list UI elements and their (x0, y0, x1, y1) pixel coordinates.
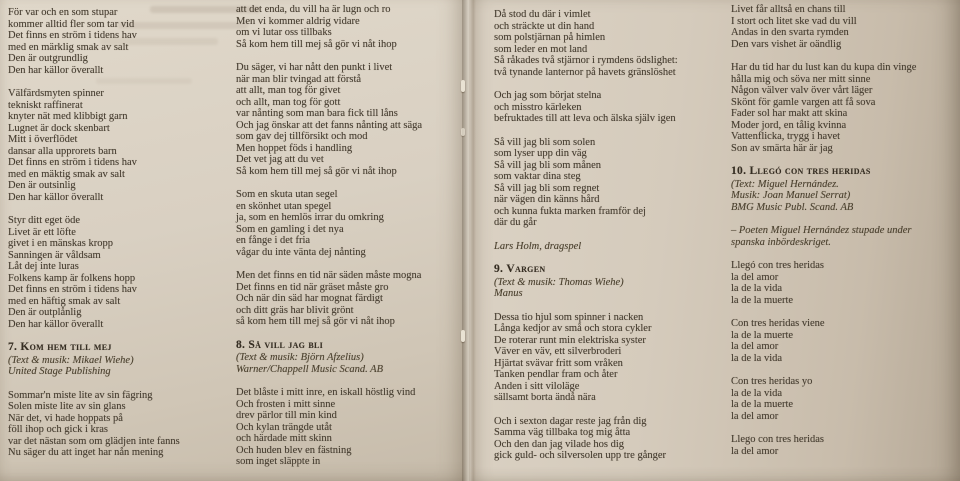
lyric-line: när man blir tvingad att förstå (236, 73, 362, 85)
lyric-stanza (494, 90, 726, 125)
lyric-line: om vi lutar oss tillbaks (236, 27, 332, 38)
lyric-line: hålla mig och söva ner mitt sinne (731, 73, 871, 85)
lyric-line: la de la muerte (731, 399, 794, 410)
song-number: 9. (494, 263, 507, 275)
lyric-line: När det, vi hade hoppats på (8, 412, 123, 424)
lyric-line: la de la vida (731, 352, 783, 364)
lyric-line: som polstjärnan på himlen (494, 32, 606, 43)
lyric-stanza (236, 270, 464, 328)
song-number: 7. (8, 341, 21, 353)
lyric-line: med en märklig smak av salt (8, 41, 129, 53)
lyric-line: Sanningen är våldsam (8, 249, 101, 261)
lyric-line: och härdade mitt skinn (236, 433, 332, 444)
lyric-line: Hjärtat svävar fritt som vråken (494, 357, 623, 369)
credit-line: Manus (494, 288, 523, 299)
lyric-line: Den är outsinlig (8, 180, 76, 191)
lyric-stanza (494, 9, 726, 78)
song-heading (236, 340, 464, 352)
lyric-line: la del amor (731, 341, 779, 352)
lyric-line: Llego con tres heridas (731, 434, 825, 445)
song-heading (494, 264, 726, 276)
lyric-line: Någon välver valv över vårt läger (731, 85, 873, 96)
lyric-line: I stort och litet ske vad du vill (731, 15, 857, 27)
lyric-line: och kunna fukta marken framför dej (494, 205, 646, 217)
lyric-line: som lyser upp din väg (494, 148, 587, 159)
lyric-stanza (236, 387, 464, 468)
lyric-line: Men hoppet föds i handling (236, 142, 353, 154)
lyric-line: gick guld- och silversolen upp tre gånger (494, 450, 667, 461)
lyric-line: en fånge i det fria (236, 235, 311, 246)
credit-block (731, 179, 957, 214)
lyric-line: dansar alla upprorets barn (8, 145, 117, 157)
lyric-line: Det blåste i mitt inre, en iskall höstlig vind (236, 387, 416, 398)
lyric-line: Men det finns en tid när säden måste mogna (236, 270, 422, 281)
lyric-line: och allt, man tog för gott (236, 96, 341, 108)
lyric-line: Andas in den svarta rymden (731, 27, 849, 38)
lyric-line: Låt dej inte luras (8, 261, 79, 272)
lyrics-column-3 (494, 9, 726, 474)
lyrics-column-4 (731, 4, 957, 469)
lyric-line: så kom hem till mej så gör vi nåt ihop (236, 316, 395, 327)
credit-line: BMG Music Publ. Scand. AB (731, 201, 854, 213)
lyrics-column-2 (236, 4, 464, 480)
lyric-line: Och jag som börjat stelna (494, 90, 602, 101)
lyric-line: ja, som en hemlös irrar du omkring (236, 212, 384, 223)
lyric-stanza (8, 390, 234, 459)
lyric-line: som gav dej tillförsikt och mod (236, 131, 368, 142)
lyric-line: var det nästan som om glädjen inte fanns (8, 435, 180, 447)
lyric-line: och ditt gräs har blivit grönt (236, 304, 354, 316)
lyric-stanza (731, 4, 957, 50)
lyric-line: befruktades till att leva och älska själv igen (494, 113, 676, 124)
lyric-line: Folkens kamp är folkens hopp (8, 272, 136, 284)
lyric-line: Långa kedjor av små och stora cykler (494, 323, 652, 334)
lyric-stanza (731, 318, 957, 364)
lyric-stanza (236, 62, 464, 177)
lyric-stanza (731, 260, 957, 306)
lyric-line: som inget släppte in (236, 456, 321, 467)
lyric-line: la de la vida (731, 387, 783, 399)
lyric-line: Den har källor överallt (8, 191, 104, 203)
lyric-line: Dessa tio hjul som spinner i nacken (494, 311, 644, 323)
lyric-line: Skönt för gamle vargen att få sova (731, 96, 876, 108)
credit-line: – Poeten Miguel Hernández stupade under (731, 225, 912, 236)
lyric-line: Det finns en ström i tidens hav (8, 157, 137, 168)
credit-line: Musik: Joan Manuel Serrat) (731, 190, 851, 201)
lyric-line: Den har källor överallt (8, 318, 104, 330)
lyric-line: Livet är ett löfte (8, 226, 76, 238)
lyric-line: Tanken pendlar fram och åter (494, 369, 618, 380)
lyric-line: la del amor (731, 271, 779, 283)
lyric-line: som leder en mot land (494, 43, 588, 55)
lyric-line: Som en gamling i det nya (236, 223, 344, 235)
credit-line: (Text & musik: Björn Afzelius) (236, 352, 364, 363)
song-title: Vargen (506, 263, 546, 275)
lyric-line: Och frosten i mitt sinne (236, 398, 336, 410)
lyric-line: drev pärlor till min kind (236, 410, 337, 421)
song-number: 8. (236, 338, 249, 351)
lyric-stanza (731, 434, 957, 457)
lyric-line: Så vill jag bli som månen (494, 159, 602, 171)
lyric-line: med en mäktig smak av salt (8, 168, 125, 180)
lyric-line: Det finns en tid när gräset måste gro (236, 281, 389, 293)
credit-line: Lars Holm, dragspel (494, 240, 582, 252)
lyric-line: Och jag önskar att det fanns nånting att säga (236, 119, 423, 131)
credit-block (494, 241, 726, 253)
lyric-line: knyter nät med klibbigt garn (8, 111, 128, 122)
lyric-line: la del amor (731, 445, 779, 457)
song-number: 10. (731, 165, 750, 177)
credit-line: (Text: Miguel Hernández. (731, 178, 839, 190)
lyric-line: Den är outgrundlig (8, 53, 88, 64)
lyric-line: Så kom hem till mej så gör vi nåt ihop (236, 165, 397, 177)
lyric-line: Con tres heridas yo (731, 376, 813, 387)
lyric-line: Vattenflicka, trygg i havet (731, 131, 841, 142)
lyric-line: när vägen din känns hård (494, 194, 600, 205)
lyric-line: Och den dan jag vilade hos dig (494, 438, 625, 450)
lyric-line: la de la muerte (731, 329, 794, 341)
lyric-line: med en häftig smak av salt (8, 295, 121, 307)
lyric-line: Sommar'n miste lite av sin fägring (8, 389, 153, 401)
lyric-line: Och huden blev en fästning (236, 444, 352, 456)
lyric-line: Så vill jag bli som solen (494, 136, 596, 148)
lyric-line: Solen miste lite av sin glans (8, 401, 126, 412)
lyric-stanza (236, 4, 464, 50)
lyric-line: Llegó con tres heridas (731, 260, 825, 271)
lyric-line: Samma väg tillbaka tog mig åtta (494, 427, 631, 438)
lyric-line: Och kylan trängde utåt (236, 421, 332, 433)
lyric-line: la de la muerte (731, 294, 794, 306)
lyric-stanza (731, 376, 957, 422)
lyric-line: De roterar runt min elektriska syster (494, 334, 646, 346)
lyric-line: Con tres heridas viene (731, 318, 825, 329)
booklet-spine (462, 0, 476, 481)
lyric-line: Så kom hem till mej så gör vi nåt ihop (236, 38, 397, 50)
lyric-line: Anden i sitt viloläge (494, 380, 580, 392)
lyric-line: la de la vida (731, 283, 783, 294)
lyric-line: Den är outplånlig (8, 307, 82, 318)
lyric-line: där du går (494, 217, 537, 228)
lyric-line: Och i sexton dagar reste jag från dig (494, 415, 647, 427)
lyric-line: Men vi kommer aldrig vidare (236, 15, 360, 27)
lyric-line: Fader sol har makt att skina (731, 108, 848, 119)
lyric-line: Mitt i överflödet (8, 134, 78, 145)
lyric-line: Lugnet är dock skenbart (8, 122, 110, 134)
lyrics-column-1 (8, 7, 234, 471)
lyric-line: Styr ditt eget öde (8, 215, 81, 226)
lyric-line: sällsamt borta ändå nära (494, 392, 596, 403)
lyric-line: Välfärdsmyten spinner (8, 88, 104, 99)
lyric-line: givet i en mänskas kropp (8, 238, 113, 249)
song-title: Llegó con tres heridas (749, 165, 871, 177)
lyric-stanza (8, 215, 234, 330)
lyric-line: Har du tid har du lust kan du kupa din vinge (731, 62, 917, 73)
lyric-line: Det finns en ström i tidens hav (8, 284, 137, 295)
lyric-line: la del amor (731, 410, 779, 422)
credit-block (731, 225, 957, 248)
song-heading (8, 342, 234, 354)
lyric-line: Så vill jag bli som regnet (494, 182, 600, 194)
credit-line: United Stage Publishing (8, 366, 111, 377)
lyric-line: att allt, man tog för givet (236, 85, 341, 96)
lyric-stanza (494, 416, 726, 462)
lyric-stanza (494, 312, 726, 404)
song-title: Så vill jag bli (248, 338, 324, 351)
credit-line: (Text & musik: Thomas Wiehe) (494, 276, 624, 288)
lyric-line: Det finns en ström i tidens hav (8, 30, 137, 41)
credit-line: spanska inbördeskriget. (731, 236, 831, 248)
lyric-line: två tynande lanternor på havets gränslöshet (494, 66, 676, 78)
lyric-stanza (494, 137, 726, 229)
song-title: Kom hem till mej (20, 341, 112, 353)
lyric-line: Det vet jag att du vet (236, 154, 324, 165)
lyric-line: Du säger, vi har nått den punkt i livet (236, 62, 393, 73)
lyric-line: och misstro kärleken (494, 101, 582, 113)
credit-block (236, 352, 464, 375)
lyric-line: Och när din säd har mognat färdigt (236, 293, 383, 304)
lyric-line: föll ihop och gick i kras (8, 424, 109, 435)
lyric-line: en skönhet utan spegel (236, 200, 332, 212)
lyric-line: Nu säger du att inget har nån mening (8, 447, 164, 458)
lyric-line: Väver en väv, ett silverbroderi (494, 346, 622, 357)
lyric-line: Den har källor överallt (8, 64, 104, 76)
credit-line: Warner/Chappell Music Scand. AB (236, 363, 383, 375)
credit-line: (Text & musik: Mikael Wiehe) (8, 354, 134, 366)
lyric-stanza (731, 62, 957, 154)
credit-block (8, 355, 234, 378)
lyric-stanza (8, 88, 234, 203)
lyric-line: Livet får alltså en chans till (731, 4, 846, 15)
lyric-line: Då stod du där i vimlet (494, 9, 591, 20)
lyric-line: Den vars vishet är oändlig (731, 38, 842, 50)
lyric-line: var nånting som man bara fick till låns (236, 108, 398, 119)
lyric-line: Moder jord, en tålig kvinna (731, 119, 847, 131)
lyric-line: och sträckte ut din hand (494, 20, 595, 32)
lyric-line: tekniskt raffinerat (8, 99, 83, 111)
lyric-line: För var och en som stupar (8, 7, 118, 18)
lyric-line: Son av smärta här är jag (731, 142, 833, 154)
lyric-line: som vaktar dina steg (494, 171, 581, 182)
lyric-stanza (8, 7, 234, 76)
lyric-line: att det enda, du vill ha är lugn och ro (236, 4, 391, 15)
lyric-line: kommer alltid fler som tar vid (8, 18, 135, 30)
lyric-line: Som en skuta utan segel (236, 189, 338, 200)
lyric-stanza (236, 189, 464, 258)
lyric-line: vågar du inte vänta dej nånting (236, 246, 366, 258)
song-heading (731, 166, 957, 178)
credit-block (494, 277, 726, 300)
lyric-line: Så råkades två stjärnor i rymdens ödslighet: (494, 55, 678, 66)
